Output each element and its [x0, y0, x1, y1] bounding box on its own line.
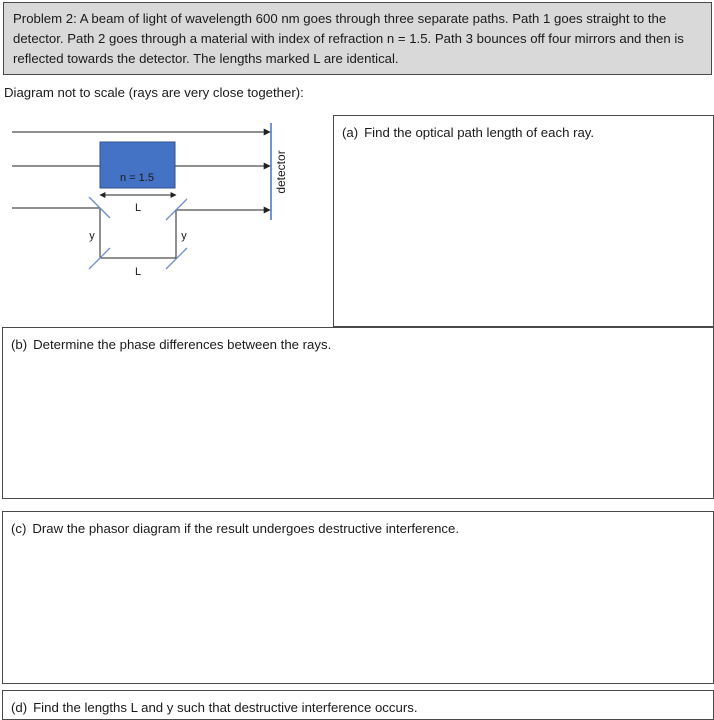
question-d-text: Find the lengths L and y such that destructive interference occurs.	[33, 700, 418, 715]
question-c-letter: (c)	[11, 521, 27, 536]
question-b-box[interactable]	[2, 327, 714, 499]
question-c-box[interactable]	[2, 511, 714, 684]
question-b-text: Determine the phase differences between the rays.	[33, 337, 332, 352]
problem-statement-text: Problem 2: A beam of light of wavelength 600 nm goes through three separate paths. Path 1 goes straight to the detector. Path 2 goes through a material with index of refraction n = 1.5. Path 3 bounces off four mirrors and then is reflected towards the detector. The lengths marked L are identical.	[13, 11, 684, 66]
question-d-letter: (d)	[11, 700, 28, 715]
diagram-note: Diagram not to scale (rays are very close together):	[4, 85, 304, 100]
question-c-text: Draw the phasor diagram if the result undergoes destructive interference.	[32, 521, 460, 536]
question-a-text: Find the optical path length of each ray.	[364, 125, 595, 140]
problem-statement-box	[3, 2, 712, 75]
length-label-top: L	[134, 202, 142, 214]
ray-path-3	[12, 208, 270, 258]
refraction-label: n = 1.5	[120, 172, 154, 184]
question-a-box[interactable]	[333, 115, 714, 327]
detector-label: detector	[274, 150, 288, 194]
question-d-box[interactable]	[2, 690, 714, 720]
question-b-letter: (b)	[11, 337, 28, 352]
y-label-left: y	[89, 230, 95, 242]
length-label-bottom: L	[134, 266, 142, 278]
y-label-right: y	[181, 230, 187, 242]
question-a-letter: (a)	[342, 125, 359, 140]
optical-path-diagram	[0, 115, 333, 295]
